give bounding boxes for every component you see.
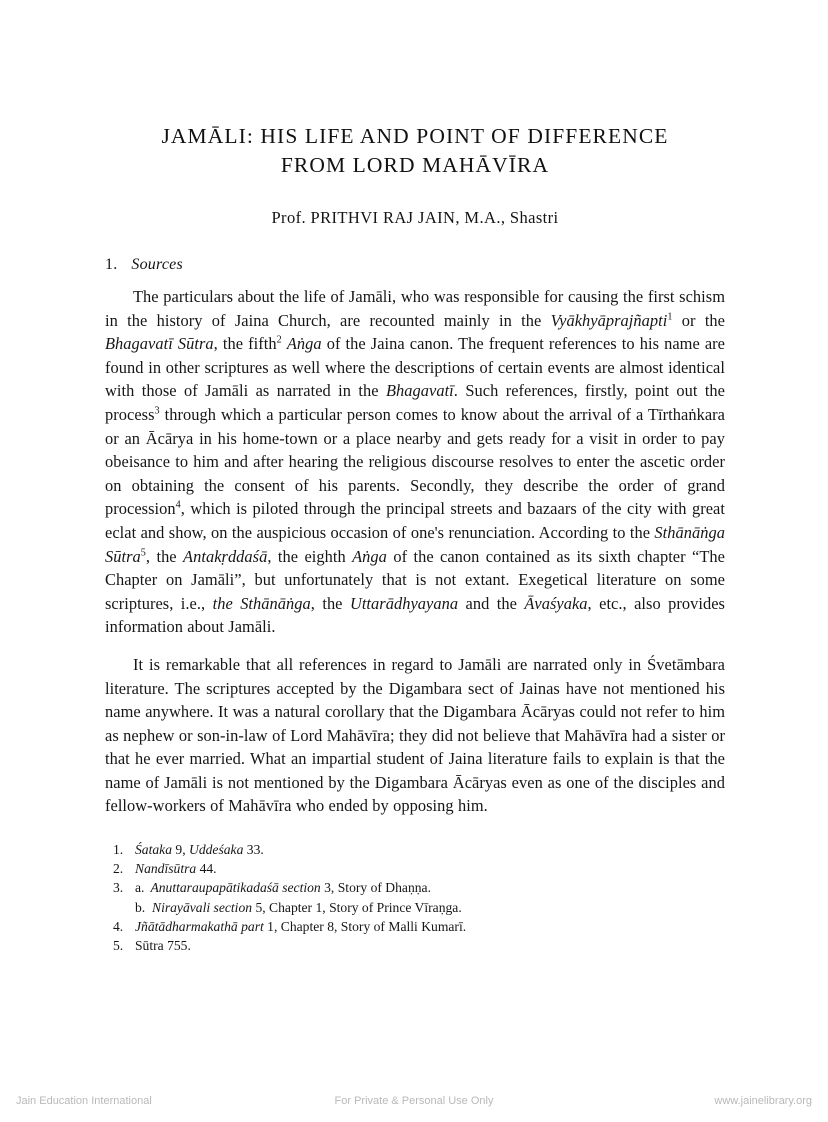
footnote-marker-5: 5 [140,547,146,559]
work-title-bhagavati: Bhagavatī [385,381,454,401]
footer-website: www.jainelibrary.org [714,1095,812,1107]
footnote-text [135,859,725,878]
footnote-plain-2: 33. [243,842,264,858]
text-segment: and the [458,593,525,613]
paragraph-sources [105,285,725,639]
footnote-plain: 9, [172,842,189,858]
footnote-text [152,898,725,917]
section-number: 1. [105,256,118,273]
footnote-text [135,878,725,897]
text-segment: It is remarkable that all references in regard to Jamāli are narrated only in Śvetāmbara literature. The scriptures accepted by the Digambara sect of Jainas have not mentioned his name anywhere. It was a natural corollary that the Digambara Ācāryas could not refer to him as nephew or son-in-law of Lord Mahāvīra; they did not believe that Mahāvīra had a sister or that he ever married. What an impartial student of Jaina literature fails to explain is that the name of Jamāli is not mentioned by the Digambara Ācāryas even as one of the disciples and fellow-workers of Mahāvīra who ended by opposing him. [105,654,725,816]
author-byline: Prof. PRITHVI RAJ JAIN, M.A., Shastri [271,208,559,227]
work-title-avasyaka: Āvaśyaka [524,593,588,613]
footnote-item [105,936,725,955]
work-title-sthananga: the Sthānāṅga [212,593,311,613]
footnote-number: 1. [113,842,124,858]
footnote-plain: 1, Chapter 8, Story of Malli Kumarī. [263,918,467,934]
footnote-text [135,936,725,955]
footnote-number: 5. [113,938,124,954]
footnote-plain: 5, Chapter 1, Story of Prince Vīraṇga. [252,899,462,915]
footnote-number: 2. [113,861,124,877]
footnote-italic: Jñātādharmakathā part [135,918,264,934]
term-anga-1: Aṅga [286,334,322,354]
text-segment: through which a particular person comes to know about the arrival of a Tīrthaṅkara or an Ācārya in his home-town or a place nearby and gets ready for a visit in order to pay obeisance to him and after hearing the religious discourse resolves to enter the ascetic order on obtaining the consent of his parents. Secondly, they describe the order of grand procession [105,404,725,519]
text-segment: , which is piloted through the principal streets and bazaars of the city with great eclat and show, on the auspicious occasion of one's renunciation. According to the [105,499,725,542]
article-title [105,122,725,180]
page-content [105,0,725,955]
footnote-marker-3: 3 [154,405,160,417]
section-heading [105,256,725,274]
work-title-sthananga-sutra: Sthānāṅga Sūtra [105,522,725,566]
text-segment: of the canon contained as its sixth chapter “The Chapter on Jamāli”, but unfortunately that is not extant. Exegetical literature on some scriptures, i.e., [105,546,725,613]
footer-usage-notice: For Private & Personal Use Only [334,1095,494,1107]
footnote-marker-2: 2 [276,334,282,346]
footnote-number: 3. [113,880,124,896]
section-title: Sources [131,256,183,273]
footnote-plain: 44. [196,861,217,877]
footnote-item [105,917,725,936]
work-title-vyakhyaprajnapti: Vyākhyāprajñapti [550,310,668,330]
footnote-subitem [105,898,725,917]
footnote-italic: Nirayāvali section [152,899,253,915]
text-segment: The particulars about the life of Jamāli, who was responsible for causing the first schism in the history of Jaina Church, are recounted mainly in the [105,287,725,330]
footnote-marker-4: 4 [175,499,181,511]
text-segment: , the fifth [213,334,277,354]
footnote-number: 4. [113,918,124,934]
footnote-italic: Śataka [135,842,172,858]
footnote-letter: b. [135,899,146,915]
footer-organization: Jain Education International [16,1095,152,1107]
text-segment: , the eighth [267,546,353,566]
footnote-list [105,840,725,955]
footnote-plain: Sūtra 755. [135,938,191,954]
work-title-bhagavati-sutra: Bhagavatī Sūtra [105,334,214,354]
text-segment: of the Jaina canon. The frequent references to his name are found in other scriptures as well where the descriptions of certain events are almost identical with those of Jamāli as narrated in the [105,334,725,401]
text-segment: , etc., also provides information about Jamāli. [105,593,725,637]
footnote-plain: 3, Story of Dhaṇṇa. [320,880,431,896]
text-segment: , the [310,593,350,613]
term-anga-2: Aṅga [352,546,387,566]
work-title-uttaradhyayana: Uttarādhyayana [349,593,459,613]
library-footer [0,1080,828,1122]
footnote-text [135,840,725,859]
work-title-antakrddasa: Antakṛddaśā [183,546,268,566]
footnote-italic-2: Uddeśaka [189,842,244,858]
title-line-2: FROM LORD MAHĀVĪRA [280,153,550,177]
footnote-letter: a. [135,880,145,896]
footnote-italic: Anuttaraupapātikadaśā section [150,880,321,896]
footnote-item [105,840,725,859]
text-segment: or the [672,310,726,330]
footnote-item [105,878,725,897]
text-segment: . Such references, firstly, point out the process [105,381,725,424]
footnote-marker-1: 1 [667,311,673,323]
footnote-text [135,917,725,936]
title-line-1: JAMĀLI: HIS LIFE AND POINT OF DIFFERENCE [161,124,669,148]
footnote-item [105,859,725,878]
text-segment: , the [145,546,184,566]
paragraph-svetambara [105,653,725,818]
footnote-italic: Nandīsūtra [135,861,197,877]
